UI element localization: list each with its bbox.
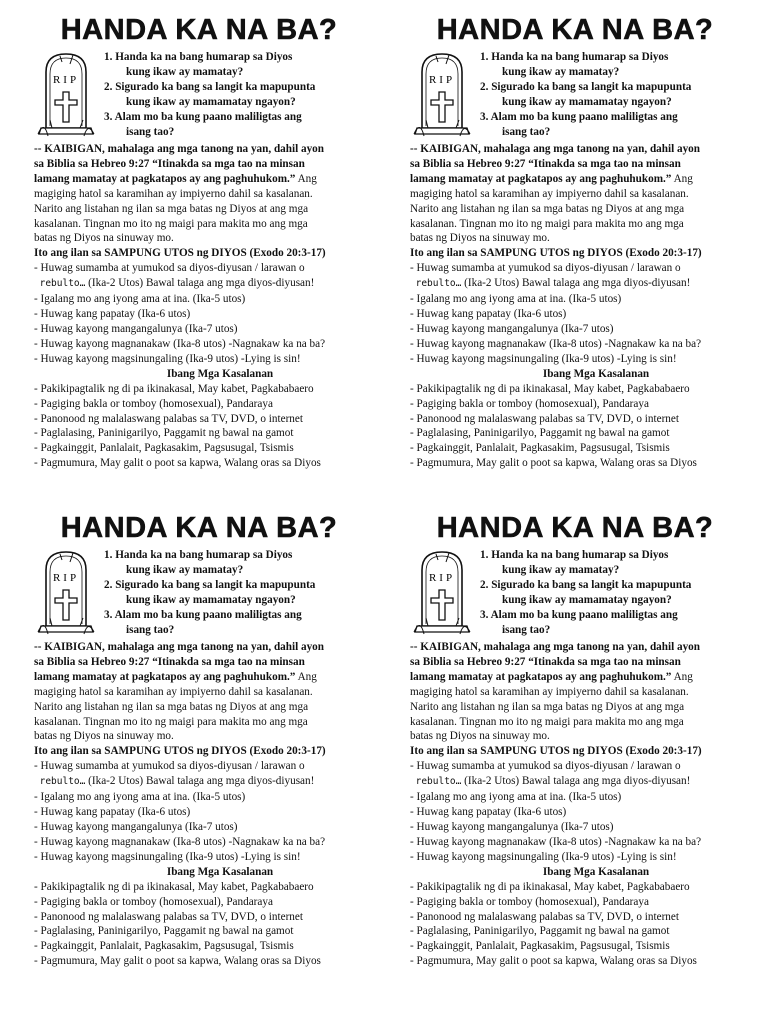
flyer-card: [410, 512, 768, 992]
question-item: 1. Handa ka na bang humarap sa Diyos kung ikaw ay mamatay?: [104, 549, 293, 576]
question-item: 3. Alam mo ba kung paano maliligtas ang isang tao?: [104, 110, 302, 138]
commandments-heading: Ito ang ilan sa SAMPUNG UTOS ng DIYOS (Exodo 20:3-17): [410, 247, 702, 260]
commandments-heading: Ito ang ilan sa SAMPUNG UTOS ng DIYOS (Exodo 20:3-17): [34, 247, 326, 260]
question-item: 3. Alam mo ba kung paano maliligtas ang isang tao?: [104, 608, 302, 636]
rip-text: RIP: [428, 74, 456, 86]
other-sins-heading: Ibang Mga Kasalanan: [166, 865, 274, 878]
question-item: 1. Handa ka na bang humarap sa Diyos kung ikaw ay mamatay?: [480, 549, 669, 576]
question-item: 2. Sigurado ka bang sa langit ka mapupunta kung ikaw ay mamamatay ngayon?: [480, 578, 692, 606]
other-sins-list: - Pakikipagtalik ng di pa ikinakasal, May kabet, Pagkababaero - Pagiging bakla or tomboy (homosexual), Pandaraya - Panonood ng malalaswang palabas sa TV, DVD, o internet - Paglalasing, Paninigarilyo, Paggamit ng bawal na gamot - Pagkainggit, Panlalait, Pagkasakim, Pagsusugal, Tsismis - Pagmumura, May galit o poot sa kapwa, Walang oras sa Diyos: [410, 880, 697, 968]
question-item: 3. Alam mo ba kung paano maliligtas ang isang tao?: [480, 608, 678, 636]
rip-text: RIP: [52, 74, 80, 86]
flyer-title: HANDA KA NA BA?: [60, 14, 338, 46]
other-sins-list: - Pakikipagtalik ng di pa ikinakasal, May kabet, Pagkababaero - Pagiging bakla or tomboy (homosexual), Pandaraya - Panonood ng malalaswang palabas sa TV, DVD, o internet - Paglalasing, Paninigarilyo, Paggamit ng bawal na gamot - Pagkainggit, Panlalait, Pagkasakim, Pagsusugal, Tsismis - Pagmumura, May galit o poot sa kapwa, Walang oras sa Diyos: [34, 382, 321, 470]
intro-paragraph: -- KAIBIGAN, mahalaga ang mga tanong na yan, dahil ayon sa Biblia sa Hebreo 9:27 “Itinakda sa mga tao na minsan lamang mamatay at pagkatapos ay ang paghuhukom.” Ang magiging hatol sa karamihan ay impiyerno dahil sa kasalanan. Narito ang listahan ng ilan sa mga batas ng Diyos at ang mga kasalanan. Tingnan mo ito ng maigi para makita mo ang mga batas ng Diyos na sinuway mo.: [410, 641, 700, 743]
question-item: 3. Alam mo ba kung paano maliligtas ang isang tao?: [480, 110, 678, 138]
question-list: [104, 548, 404, 637]
intro-paragraph: -- KAIBIGAN, mahalaga ang mga tanong na yan, dahil ayon sa Biblia sa Hebreo 9:27 “Itinakda sa mga tao na minsan lamang mamatay at pagkatapos ay ang paghuhukom.” Ang magiging hatol sa karamihan ay impiyerno dahil sa kasalanan. Narito ang listahan ng ilan sa mga batas ng Diyos at ang mga kasalanan. Tingnan mo ito ng maigi para makita mo ang mga batas ng Diyos na sinuway mo.: [410, 143, 700, 245]
question-item: 2. Sigurado ka bang sa langit ka mapupunta kung ikaw ay mamamatay ngayon?: [104, 578, 316, 606]
question-item: 1. Handa ka na bang humarap sa Diyos kung ikaw ay mamatay?: [104, 51, 293, 78]
other-sins-heading: Ibang Mga Kasalanan: [542, 865, 650, 878]
flyer-card: [410, 14, 768, 494]
gravestone-icon: [412, 548, 472, 638]
commandments-list: - Huwag sumamba at yumukod sa diyos-diyusan / larawan o rebulto… (Ika-2 Utos) Bawal talaga ang mga diyos-diyusan! - Igalang mo ang iyong ama at ina. (Ika-5 utos) - Huwag kang papatay (Ika-6 utos) - Huwag kayong mangangalunya (Ika-7 utos) - Huwag kayong magnanakaw (Ika-8 utos) -Nagnakaw ka na ba? - Huwag kayong magsinungaling (Ika-9 utos) -Lying is sin!: [34, 262, 326, 365]
rip-text: RIP: [428, 572, 456, 584]
flyer-card: [34, 512, 406, 992]
question-list: [480, 548, 768, 637]
flyer-title: HANDA KA NA BA?: [60, 512, 338, 544]
flyer-title: HANDA KA NA BA?: [436, 512, 714, 544]
question-item: 2. Sigurado ka bang sa langit ka mapupunta kung ikaw ay mamamatay ngayon?: [480, 80, 692, 108]
commandments-list: - Huwag sumamba at yumukod sa diyos-diyusan / larawan o rebulto… (Ika-2 Utos) Bawal talaga ang mga diyos-diyusan! - Igalang mo ang iyong ama at ina. (Ika-5 utos) - Huwag kang papatay (Ika-6 utos) - Huwag kayong mangangalunya (Ika-7 utos) - Huwag kayong magnanakaw (Ika-8 utos) -Nagnakaw ka na ba? - Huwag kayong magsinungaling (Ika-9 utos) -Lying is sin!: [410, 262, 702, 365]
questions-block: [34, 50, 406, 142]
intro-paragraph: -- KAIBIGAN, mahalaga ang mga tanong na yan, dahil ayon sa Biblia sa Hebreo 9:27 “Itinakda sa mga tao na minsan lamang mamatay at pagkatapos ay ang paghuhukom.” Ang magiging hatol sa karamihan ay impiyerno dahil sa kasalanan. Narito ang listahan ng ilan sa mga batas ng Diyos at ang mga kasalanan. Tingnan mo ito ng maigi para makita mo ang mga batas ng Diyos na sinuway mo.: [34, 641, 324, 743]
question-item: 2. Sigurado ka bang sa langit ka mapupunta kung ikaw ay mamamatay ngayon?: [104, 80, 316, 108]
other-sins-heading: Ibang Mga Kasalanan: [542, 367, 650, 380]
question-list: [104, 50, 404, 139]
intro-paragraph: -- KAIBIGAN, mahalaga ang mga tanong na yan, dahil ayon sa Biblia sa Hebreo 9:27 “Itinakda sa mga tao na minsan lamang mamatay at pagkatapos ay ang paghuhukom.” Ang magiging hatol sa karamihan ay impiyerno dahil sa kasalanan. Narito ang listahan ng ilan sa mga batas ng Diyos at ang mga kasalanan. Tingnan mo ito ng maigi para makita mo ang mga batas ng Diyos na sinuway mo.: [34, 143, 324, 245]
gravestone-icon: [36, 548, 96, 638]
other-sins-list: - Pakikipagtalik ng di pa ikinakasal, May kabet, Pagkababaero - Pagiging bakla or tomboy (homosexual), Pandaraya - Panonood ng malalaswang palabas sa TV, DVD, o internet - Paglalasing, Paninigarilyo, Paggamit ng bawal na gamot - Pagkainggit, Panlalait, Pagkasakim, Pagsusugal, Tsismis - Pagmumura, May galit o poot sa kapwa, Walang oras sa Diyos: [34, 880, 321, 968]
question-item: 1. Handa ka na bang humarap sa Diyos kung ikaw ay mamatay?: [480, 51, 669, 78]
gravestone-icon: [36, 50, 96, 140]
commandments-list: - Huwag sumamba at yumukod sa diyos-diyusan / larawan o rebulto… (Ika-2 Utos) Bawal talaga ang mga diyos-diyusan! - Igalang mo ang iyong ama at ina. (Ika-5 utos) - Huwag kang papatay (Ika-6 utos) - Huwag kayong mangangalunya (Ika-7 utos) - Huwag kayong magnanakaw (Ika-8 utos) -Nagnakaw ka na ba? - Huwag kayong magsinungaling (Ika-9 utos) -Lying is sin!: [34, 760, 326, 863]
other-sins-heading: Ibang Mga Kasalanan: [166, 367, 274, 380]
rip-text: RIP: [52, 572, 80, 584]
flyer-card: [34, 14, 406, 494]
question-list: [480, 50, 768, 139]
gravestone-icon: [412, 50, 472, 140]
flyer-title: HANDA KA NA BA?: [436, 14, 714, 46]
questions-block: [410, 50, 768, 142]
commandments-list: - Huwag sumamba at yumukod sa diyos-diyusan / larawan o rebulto… (Ika-2 Utos) Bawal talaga ang mga diyos-diyusan! - Igalang mo ang iyong ama at ina. (Ika-5 utos) - Huwag kang papatay (Ika-6 utos) - Huwag kayong mangangalunya (Ika-7 utos) - Huwag kayong magnanakaw (Ika-8 utos) -Nagnakaw ka na ba? - Huwag kayong magsinungaling (Ika-9 utos) -Lying is sin!: [410, 760, 702, 863]
questions-block: [410, 548, 768, 640]
other-sins-list: - Pakikipagtalik ng di pa ikinakasal, May kabet, Pagkababaero - Pagiging bakla or tomboy (homosexual), Pandaraya - Panonood ng malalaswang palabas sa TV, DVD, o internet - Paglalasing, Paninigarilyo, Paggamit ng bawal na gamot - Pagkainggit, Panlalait, Pagkasakim, Pagsusugal, Tsismis - Pagmumura, May galit o poot sa kapwa, Walang oras sa Diyos: [410, 382, 697, 470]
commandments-heading: Ito ang ilan sa SAMPUNG UTOS ng DIYOS (Exodo 20:3-17): [34, 745, 326, 758]
questions-block: [34, 548, 406, 640]
commandments-heading: Ito ang ilan sa SAMPUNG UTOS ng DIYOS (Exodo 20:3-17): [410, 745, 702, 758]
